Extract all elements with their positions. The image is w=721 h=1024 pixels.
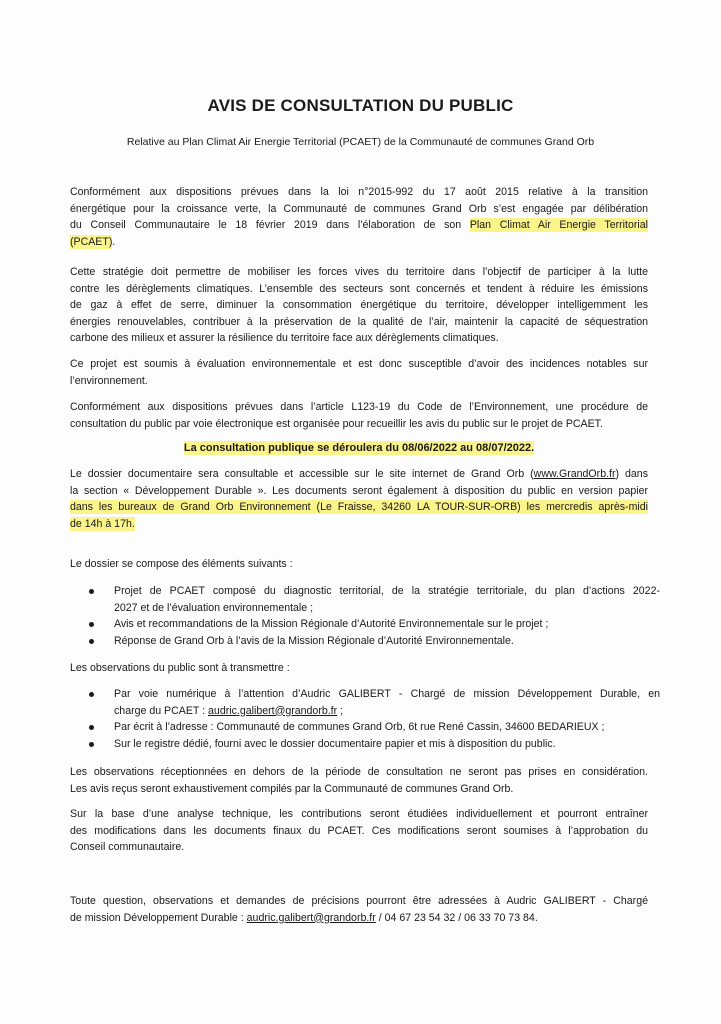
bullet-icon [89,589,94,594]
strategy-line: de gaz à effet de serre, diminuer la consommation énergétique du territoire, développer intelligemment les [70,299,648,312]
list-item: Par voie numérique à l’attention d’Audric GALIBERT - Chargé de mission Développement Durable, en charge du PCAET : audric.galibert@grandorb.fr ; [70,686,660,719]
document-subtitle: Relative au Plan Climat Air Energie Territorial (PCAET) de la Communauté de communes Grand Orb [126,136,595,148]
reception-line: Les observations réceptionnées en dehors de la période de consultation ne seront pas prises en considération. [70,766,648,778]
strategy-line: contre les dérèglements climatiques. L’ensemble des secteurs sont concernés et tendent à réduire les émissions [70,282,648,295]
list-item: Réponse de Grand Orb à l’avis de la Mission Régionale d’Autorité Environnementale. [70,633,660,650]
procedure-paragraph [70,399,648,432]
observations-intro: Les observations du public sont à transmettre : [70,662,290,674]
contact-email-link[interactable]: audric.galibert@grandorb.fr [246,911,376,924]
consultation-dates-block [70,440,648,457]
dossier-line-1-end: ) dans [615,468,648,480]
evaluation-line: l’environnement. [70,374,148,387]
strategy-paragraph [70,264,648,347]
strategy-line: Cette stratégie doit permettre de mobiliser les forces vives du territoire dans l’objectif de participer à la lutte [70,266,648,278]
dossier-list [70,583,660,649]
dossier-line-3 [70,499,648,516]
bullet-icon [89,692,94,697]
bullet-icon [89,639,94,644]
reception-paragraph [70,764,648,797]
contact-line-2: de mission Développement Durable : audric.galibert@grandorb.fr / 04 67 23 54 32 / 06 33 70 73 84. [70,911,538,924]
analysis-paragraph [70,806,648,856]
analysis-line: Conseil communautaire. [70,841,185,854]
intro-line-1: Conformément aux dispositions prévues dans la loi n°2015-992 du 17 août 2015 relative à la transition [70,186,648,198]
analysis-line: des modifications dans les documents finaux du PCAET. Ces modifications seront soumises à l’approbation du [70,824,648,837]
bullet-icon [89,725,94,730]
contact-paragraph [70,893,648,926]
dossier-line-1-text: Le dossier documentaire sera consultable et accessible sur le site internet de Grand Orb ( [70,468,534,480]
list-item: Projet de PCAET composé du diagnostic territorial, de la stratégie territoriale, du plan d’actions 2022- 2027 et de l’évaluation environnementale ; [70,583,660,616]
bullet-icon [89,742,94,747]
bullet-icon [89,622,94,627]
evaluation-paragraph [70,356,648,389]
reception-line: Les avis reçus seront exhaustivement compilés par la Communauté de communes Grand Orb. [70,782,514,795]
list-item: Sur le registre dédié, fourni avec le dossier documentaire papier et mis à disposition du public. [70,736,660,753]
list-item: Par écrit à l’adresse : Communauté de communes Grand Orb, 6t rue René Cassin, 34600 BEDARIEUX ; [70,719,660,736]
intro-line-3 [70,217,648,234]
analysis-line: Sur la base d’une analyse technique, les contributions seront étudiées individuellement et pourront entraîner [70,808,648,820]
evaluation-line: Ce projet est soumis à évaluation environnementale et est donc susceptible d’avoir des incidences notables sur [70,358,648,370]
dossier-access-paragraph [70,466,648,532]
pcaet-acronym-highlight: (PCAET) [70,235,113,248]
intro-line-4 [70,234,648,251]
list-item: Avis et recommandations de la Mission Régionale d’Autorité Environnementale sur le projet ; [70,616,660,633]
intro-paragraph [70,184,648,250]
email-link[interactable]: audric.galibert@grandorb.fr [208,704,338,717]
office-hours-highlight: de 14h à 17h. [70,517,135,530]
intro-line-4-end: . [112,235,116,248]
grandorb-website-link[interactable]: www.GrandOrb.fr [533,468,616,480]
dossier-line-1 [70,466,648,483]
dossier-line-4 [70,516,648,533]
strategy-line: carbone des milieux et assurer la résilience du territoire face aux dérèglements climatiques. [70,332,499,345]
pcaet-highlight: Plan Climat Air Energie Territorial [469,219,648,232]
procedure-line: consultation du public par voie électronique est organisée pour recueillir les avis du public sur le projet de PCAET. [70,417,603,430]
document-title: AVIS DE CONSULTATION DU PUBLIC [207,96,514,115]
office-location-highlight: dans les bureaux de Grand Orb Environnement (Le Fraisse, 34260 LA TOUR-SUR-ORB) les mercredis après-midi [70,501,648,514]
contact-line-1: Toute question, observations et demandes de précisions pourront être adressées à Audric GALIBERT - Chargé [70,895,648,907]
consultation-dates: La consultation publique se déroulera du 08/06/2022 au 08/07/2022. [183,442,535,454]
dossier-intro: Le dossier se compose des éléments suivants : [70,558,293,570]
strategy-line: énergies renouvelables, contribuer à la préservation de la qualité de l’air, maintenir la capacité de séquestration [70,315,648,328]
intro-line-2: énergétique pour la croissance verte, la Communauté de communes Grand Orb s’est engagée par délibération [70,202,648,215]
procedure-line: Conformément aux dispositions prévues dans l’article L123-19 du Code de l’Environnement, une procédure de [70,401,648,413]
dossier-line-2: la section « Développement Durable ». Les documents seront également à disposition du public en version papier [70,484,648,497]
observations-list [70,686,660,752]
intro-line-3-text: du Conseil Communautaire le 18 février 2019 dans l’élaboration de son [70,219,462,232]
